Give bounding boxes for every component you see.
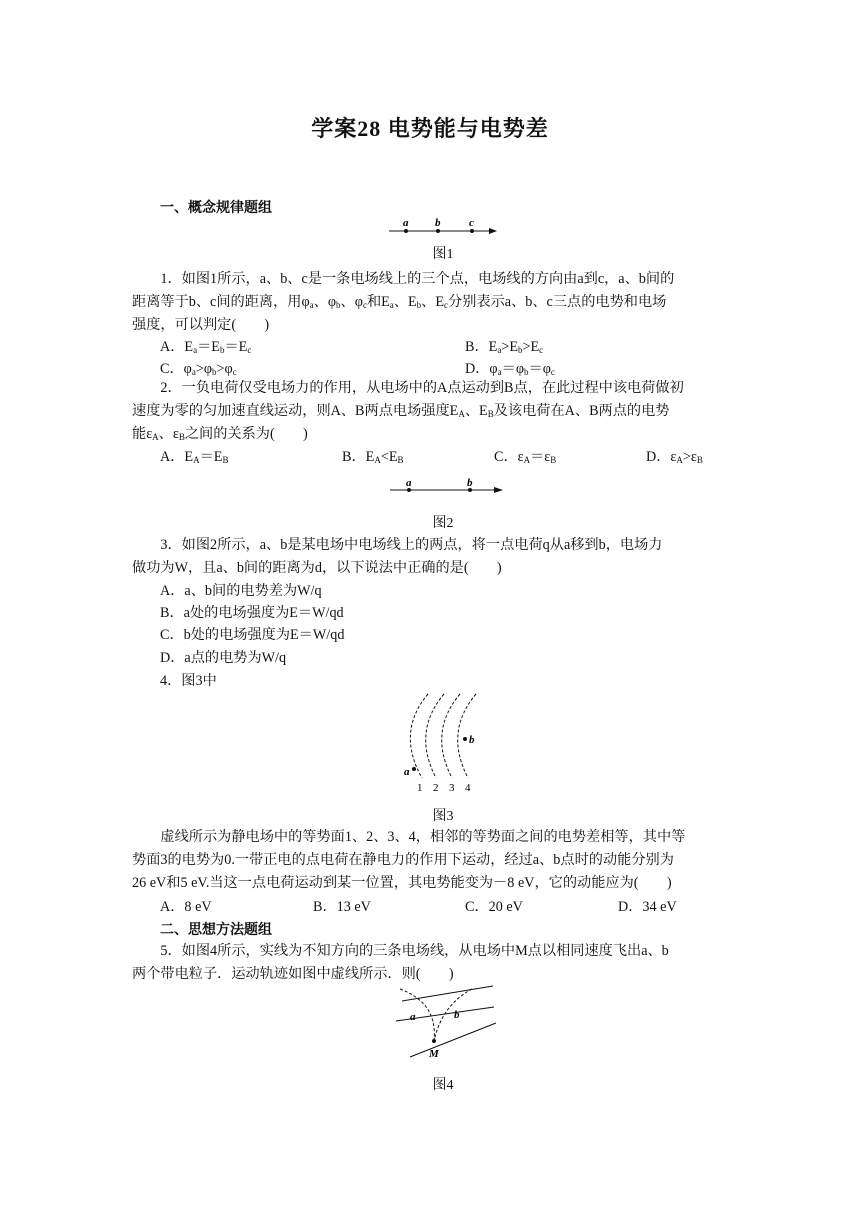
- figure-4-diagram: [394, 985, 498, 1071]
- q3-stem-line1: 3．如图2所示，a、b是某电场中电场线上的两点，将一点电荷q从a移到b，电场力: [160, 537, 663, 553]
- q4-option-b: B．13 eV: [313, 899, 371, 915]
- q4-stem-line1: 虚线所示为静电场中的等势面1、2、3、4，相邻的等势面之间的电势差相等，其中等: [160, 829, 686, 845]
- fig4-label-a: a: [410, 1011, 416, 1023]
- page-title: 学案28 电势能与电势差: [311, 116, 549, 141]
- figure-3-caption: 图3: [432, 809, 454, 824]
- fig3-number-3: 3: [449, 782, 455, 794]
- q1-option-a: A．$E_a=E_b=E_c$: [160, 339, 252, 355]
- fig2-label-b: b: [467, 477, 473, 489]
- fig3-number-1: 1: [417, 782, 423, 794]
- q5-stem-line2: 两个带电粒子．运动轨迹如图中虚线所示．则( ): [132, 966, 454, 982]
- q2-stem: [132, 377, 732, 446]
- fig3-number-4: 4: [465, 782, 471, 794]
- fig4-label-b: b: [454, 1009, 460, 1021]
- q4-stem-line2: 势面3的电势为0.一带正电的点电荷在静电力的作用下运动，经过a、b点时的动能分别为: [132, 852, 674, 868]
- fig1-label-c: c: [469, 217, 474, 229]
- q4-stem-line0: 4．图3中: [160, 673, 217, 689]
- q2-stem-line3: 能$\varepsilon_A$、$\varepsilon_B$之间的关系为( ): [132, 426, 308, 442]
- section-heading-concepts: 一、概念规律题组: [160, 201, 272, 216]
- q4-option-a: A．8 eV: [160, 899, 212, 915]
- fig3-label-b: b: [469, 734, 475, 746]
- q4-stem: [132, 826, 732, 895]
- q3-option-c: C．b处的电场强度为E＝W/qd: [160, 627, 345, 643]
- q2-option-a: A．$E_A=E_B$: [160, 449, 229, 465]
- q1-stem-line2: 距离等于b、c间的距离，用$\varphi_a$、$\varphi_b$、$\varphi_c$和$E_a$、$E_b$、$E_c$分别表示a、b、c三点的电势和电场: [132, 294, 667, 310]
- q4-option-d: D．34 eV: [618, 899, 677, 915]
- q3-stem-line2: 做功为W，且a、b间的距离为d，以下说法中正确的是( ): [132, 560, 502, 576]
- figure-2-caption: 图2: [432, 516, 454, 531]
- q4-option-c: C．20 eV: [465, 899, 523, 915]
- q3-option-a: A．a、b间的电势差为W/q: [160, 583, 322, 599]
- section-heading-methods: 二、思想方法题组: [160, 923, 272, 938]
- fig1-label-a: a: [403, 217, 409, 229]
- fig2-label-a: a: [406, 477, 412, 489]
- q4-stem-line3: 26 eV和5 eV.当这一点电荷运动到某一位置，其电势能变为－8 eV，它的动能应为( ): [132, 875, 672, 891]
- figure-2-diagram: [386, 476, 508, 496]
- q1-option-b: B．$E_a>E_b>E_c$: [465, 339, 544, 355]
- fig3-label-a: a: [404, 766, 410, 778]
- q2-option-c: C．$\varepsilon_A=\varepsilon_B$: [494, 449, 557, 465]
- q1-stem: [132, 268, 732, 337]
- q2-option-b: B．$E_A<E_B$: [342, 449, 404, 465]
- fig4-label-m: M: [429, 1048, 439, 1060]
- q5-stem-line1: 5．如图4所示，实线为不知方向的三条电场线，从电场中M点以相同速度飞出a、b: [160, 943, 669, 959]
- figure-4-caption: 图4: [432, 1078, 454, 1093]
- q3-stem: [132, 534, 732, 580]
- fig1-label-b: b: [435, 217, 441, 229]
- fig3-number-2: 2: [433, 782, 439, 794]
- q5-stem: [132, 940, 732, 986]
- figure-1-diagram: [385, 216, 501, 238]
- q2-stem-line1: 2．一负电荷仅受电场力的作用，从电场中的A点运动到B点，在此过程中该电荷做初: [160, 380, 684, 396]
- q1-stem-line1: 1．如图1所示，a、b、c是一条电场线上的三个点，电场线的方向由a到c，a、b间的: [160, 271, 675, 287]
- q3-option-b: B．a处的电场强度为E＝W/qd: [160, 605, 344, 621]
- q2-option-d: D．$\varepsilon_A>\varepsilon_B$: [646, 449, 703, 465]
- figure-1-caption: 图1: [432, 247, 454, 262]
- figure-3-diagram: [398, 692, 494, 794]
- q1-option-c: C．$\varphi_a>\varphi_b>\varphi_c$: [160, 361, 237, 377]
- q1-option-d: D．$\varphi_a=\varphi_b=\varphi_c$: [465, 361, 555, 377]
- q3-option-d: D．a点的电势为W/q: [160, 650, 287, 666]
- q2-stem-line2: 速度为零的匀加速直线运动，则A、B两点电场强度$E_A$、$E_B$及该电荷在A、B两点的电势: [132, 403, 670, 419]
- q1-stem-line3: 强度，可以判定( ): [132, 317, 270, 333]
